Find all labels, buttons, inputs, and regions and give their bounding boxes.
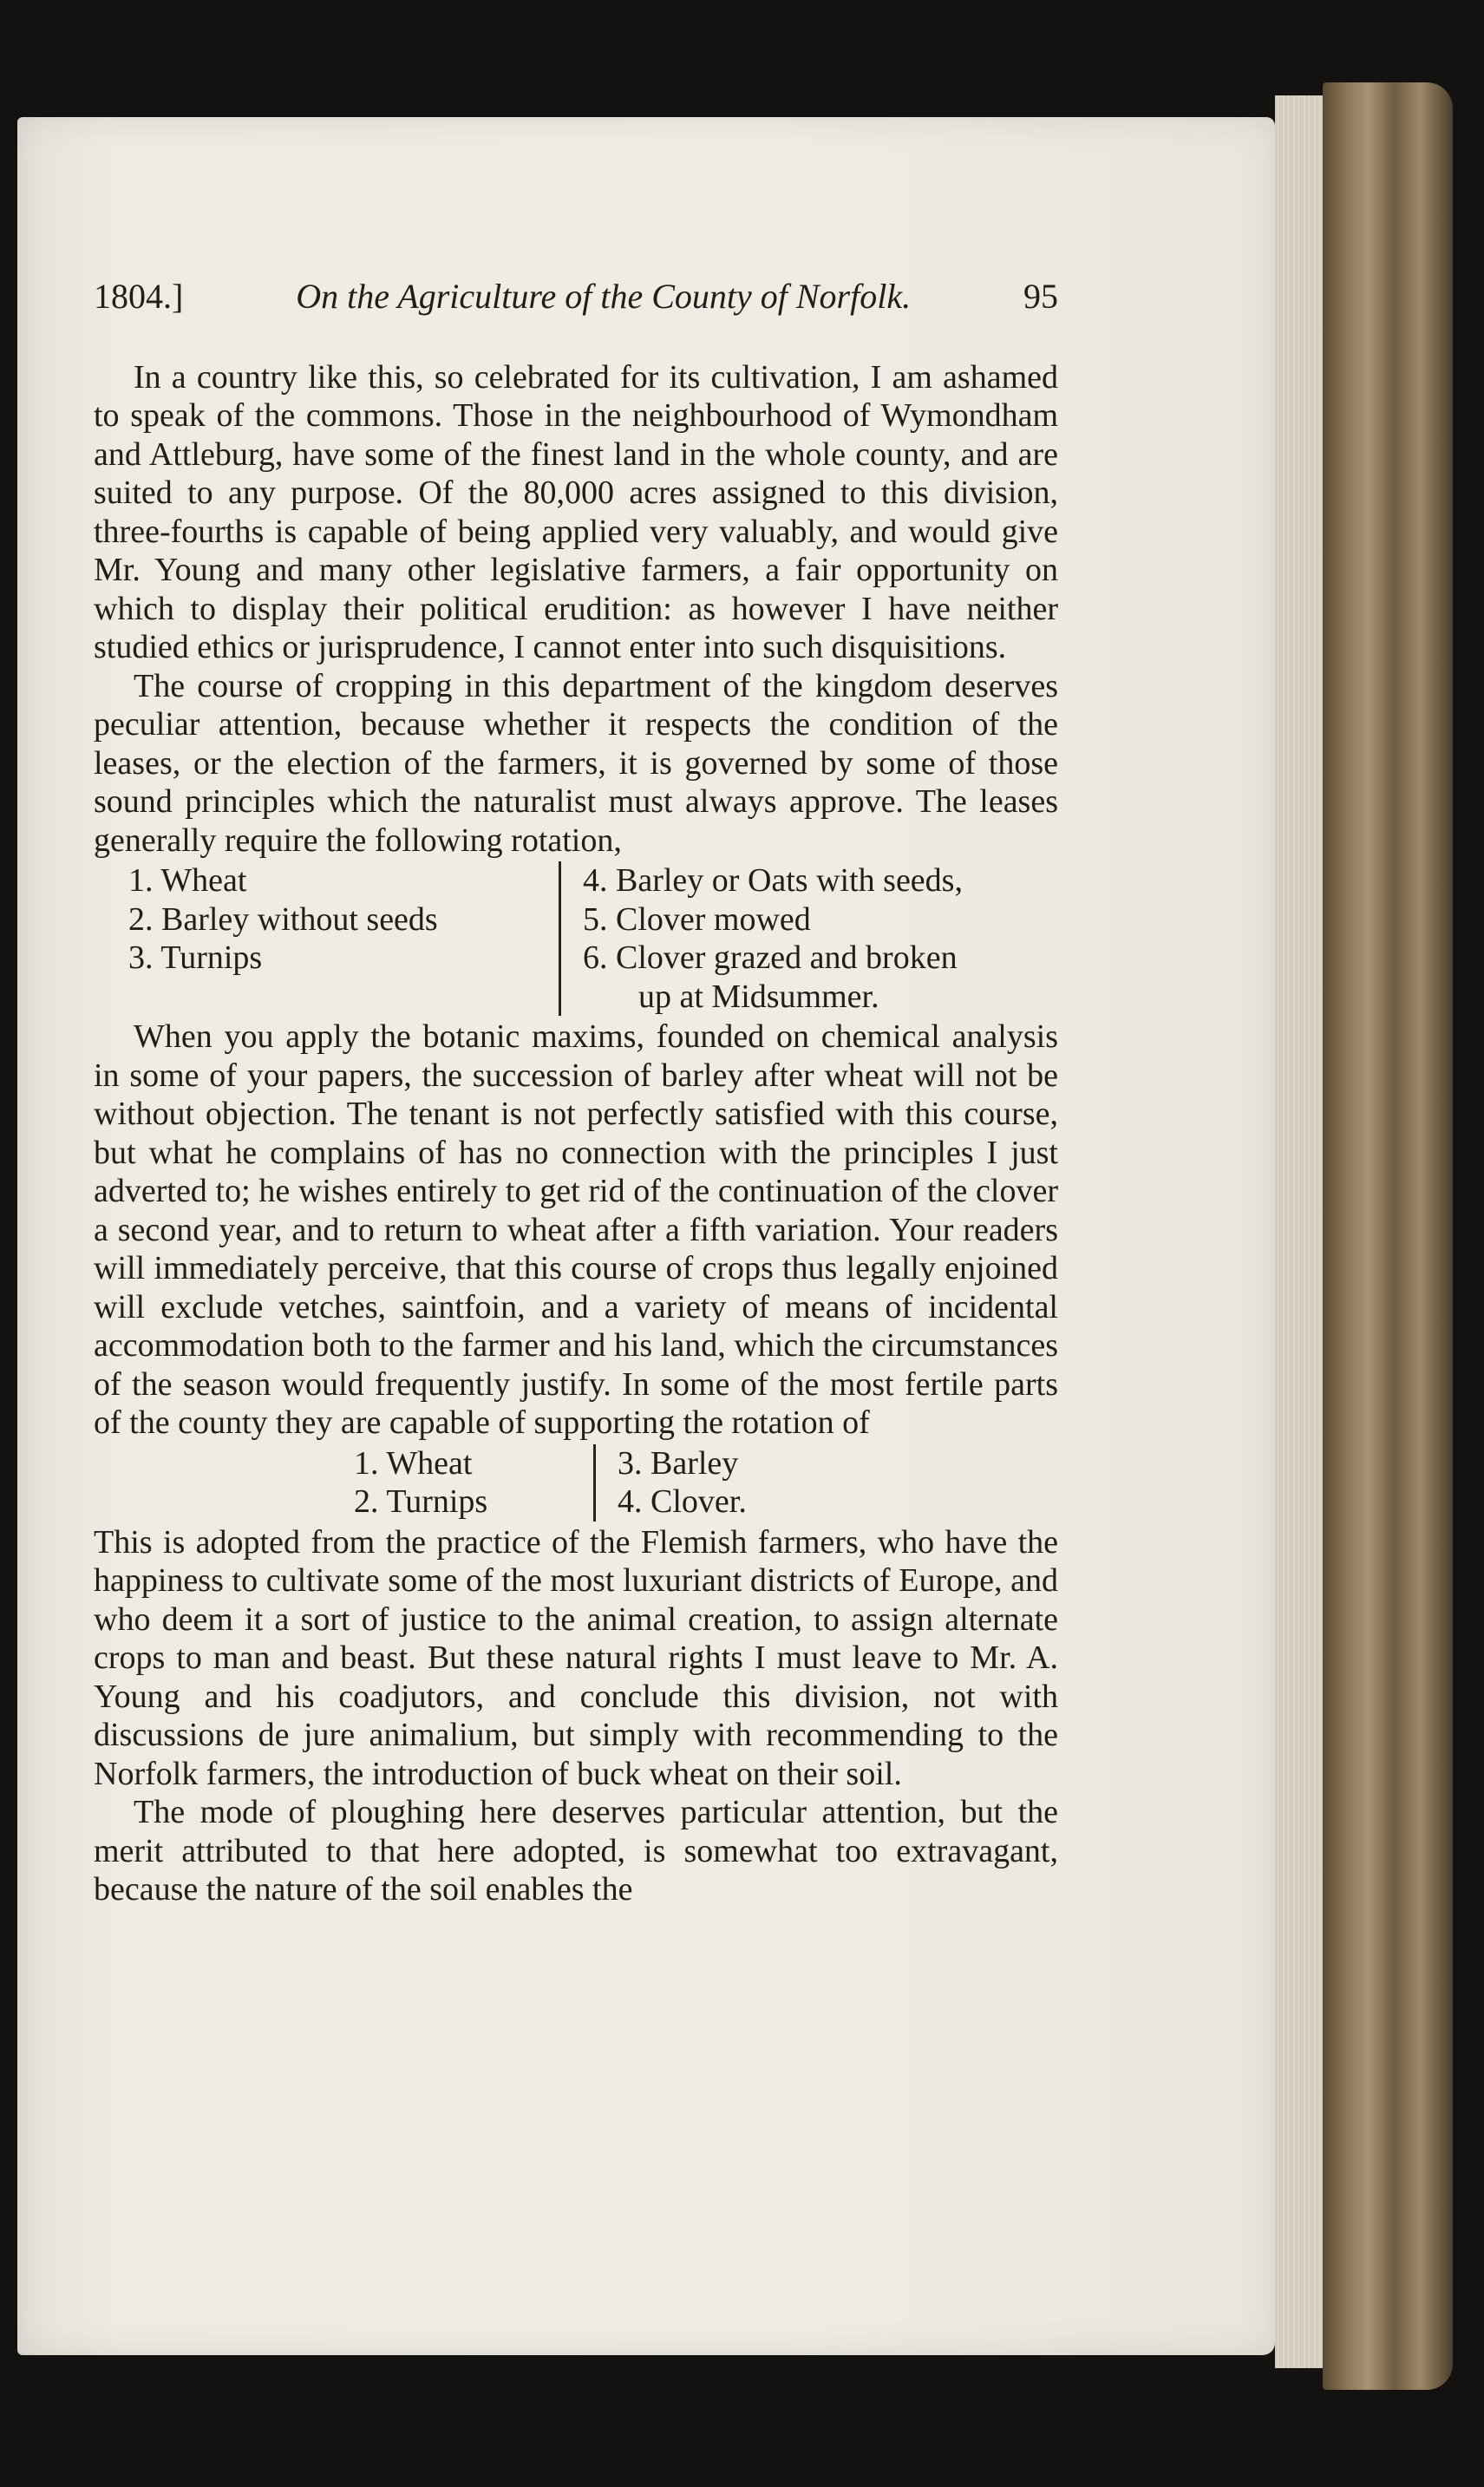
rotation-item: 4. Barley or Oats with seeds, xyxy=(583,862,963,899)
column-divider xyxy=(559,861,561,1016)
book-cover-edge xyxy=(1323,82,1453,2390)
paragraph-flemish: This is adopted from the practice of the Flemish farmers, who have the happiness to cultivate some of the most luxuriant districts of Europe, and who deem it a sort of justice to the animal creation, to assign alternate crops to man and beast. But these natural rights I must leave to Mr. A. Young and his coadjutors, and conclude this division, not with discussions de jure animalium, but simply with recommending to the Norfolk farmers, the introduction of buck wheat on their soil. xyxy=(94,1523,1058,1792)
rotation-item: 2. Turnips xyxy=(354,1483,488,1520)
rotation-item: 6. Clover grazed and broken xyxy=(583,939,958,976)
rotation-item: 3. Barley xyxy=(618,1444,739,1482)
paragraph-commons: In a country like this, so celebrated for its cultivation, I am ashamed to speak of the commons. Those in the neighbourhood of Wymondham and Attleburg, have some of the finest land in the whole county, and are suited to any purpose. Of the 80,000 acres assigned to this division, three-fourths is capable of being applied very valuably, and would give Mr. Young and many other legislative farmers, a fair opportunity on which to display their political erudition: as however I have neither studied ethics or jurisprudence, I cannot enter into such disquisitions. xyxy=(94,358,1058,665)
rotation-table-six-course xyxy=(128,861,1058,1016)
rotation-item: 1. Wheat xyxy=(354,1444,473,1482)
paragraph-cropping: The course of cropping in this department of the kingdom deserves peculiar attention, because whether it respects the condition of the leases, or the election of the farmers, it is governed by some of those sound principles which the naturalist must always approve. The leases generally require the following rotation, xyxy=(94,667,1058,859)
column-divider xyxy=(593,1444,596,1522)
rotation-left-column xyxy=(128,861,559,1016)
header-year: 1804.] xyxy=(94,277,184,316)
paragraph-botanic-maxims: When you apply the botanic maxims, founded on chemical analysis in some of your papers, the succession of barley after wheat will not be without objection. The tenant is not perfectly satisfied with this course, but what he complains of has no connection with the principles I just adverted to; he wishes entirely to get rid of the continuation of the clover a second year, and to return to wheat after a fifth variation. Your readers will immediately perceive, that this course of crops thus legally enjoined will exclude vetches, saintfoin, and a variety of means of incidental accommodation both to the farmer and his land, which the circumstances of the season would frequently justify. In some of the most fertile parts of the county they are capable of supporting the rotation of xyxy=(94,1018,1058,1441)
rotation-item: 4. Clover. xyxy=(618,1483,747,1520)
rotation-item: 3. Turnips xyxy=(128,939,263,976)
rotation-item: 1. Wheat xyxy=(128,862,247,899)
header-title: On the Agriculture of the County of Norfolk. xyxy=(296,277,912,316)
rotation-item-continuation: up at Midsummer. xyxy=(638,978,879,1015)
rotation-right-column xyxy=(597,1444,840,1522)
rotation-item: 2. Barley without seeds xyxy=(128,900,438,938)
rotation-left-column xyxy=(354,1444,593,1522)
rotation-right-column xyxy=(562,861,1058,1016)
rotation-item: 5. Clover mowed xyxy=(583,900,811,938)
page-number: 95 xyxy=(1023,277,1058,316)
running-header xyxy=(94,278,1058,317)
page-fore-edge xyxy=(1275,95,1323,2368)
paragraph-ploughing: The mode of ploughing here deserves particular attention, but the merit attributed to that here adopted, is somewhat too extravagant, because the nature of the soil enables the xyxy=(94,1794,1058,1908)
rotation-table-four-course xyxy=(354,1444,840,1522)
page-text xyxy=(94,278,1058,1909)
